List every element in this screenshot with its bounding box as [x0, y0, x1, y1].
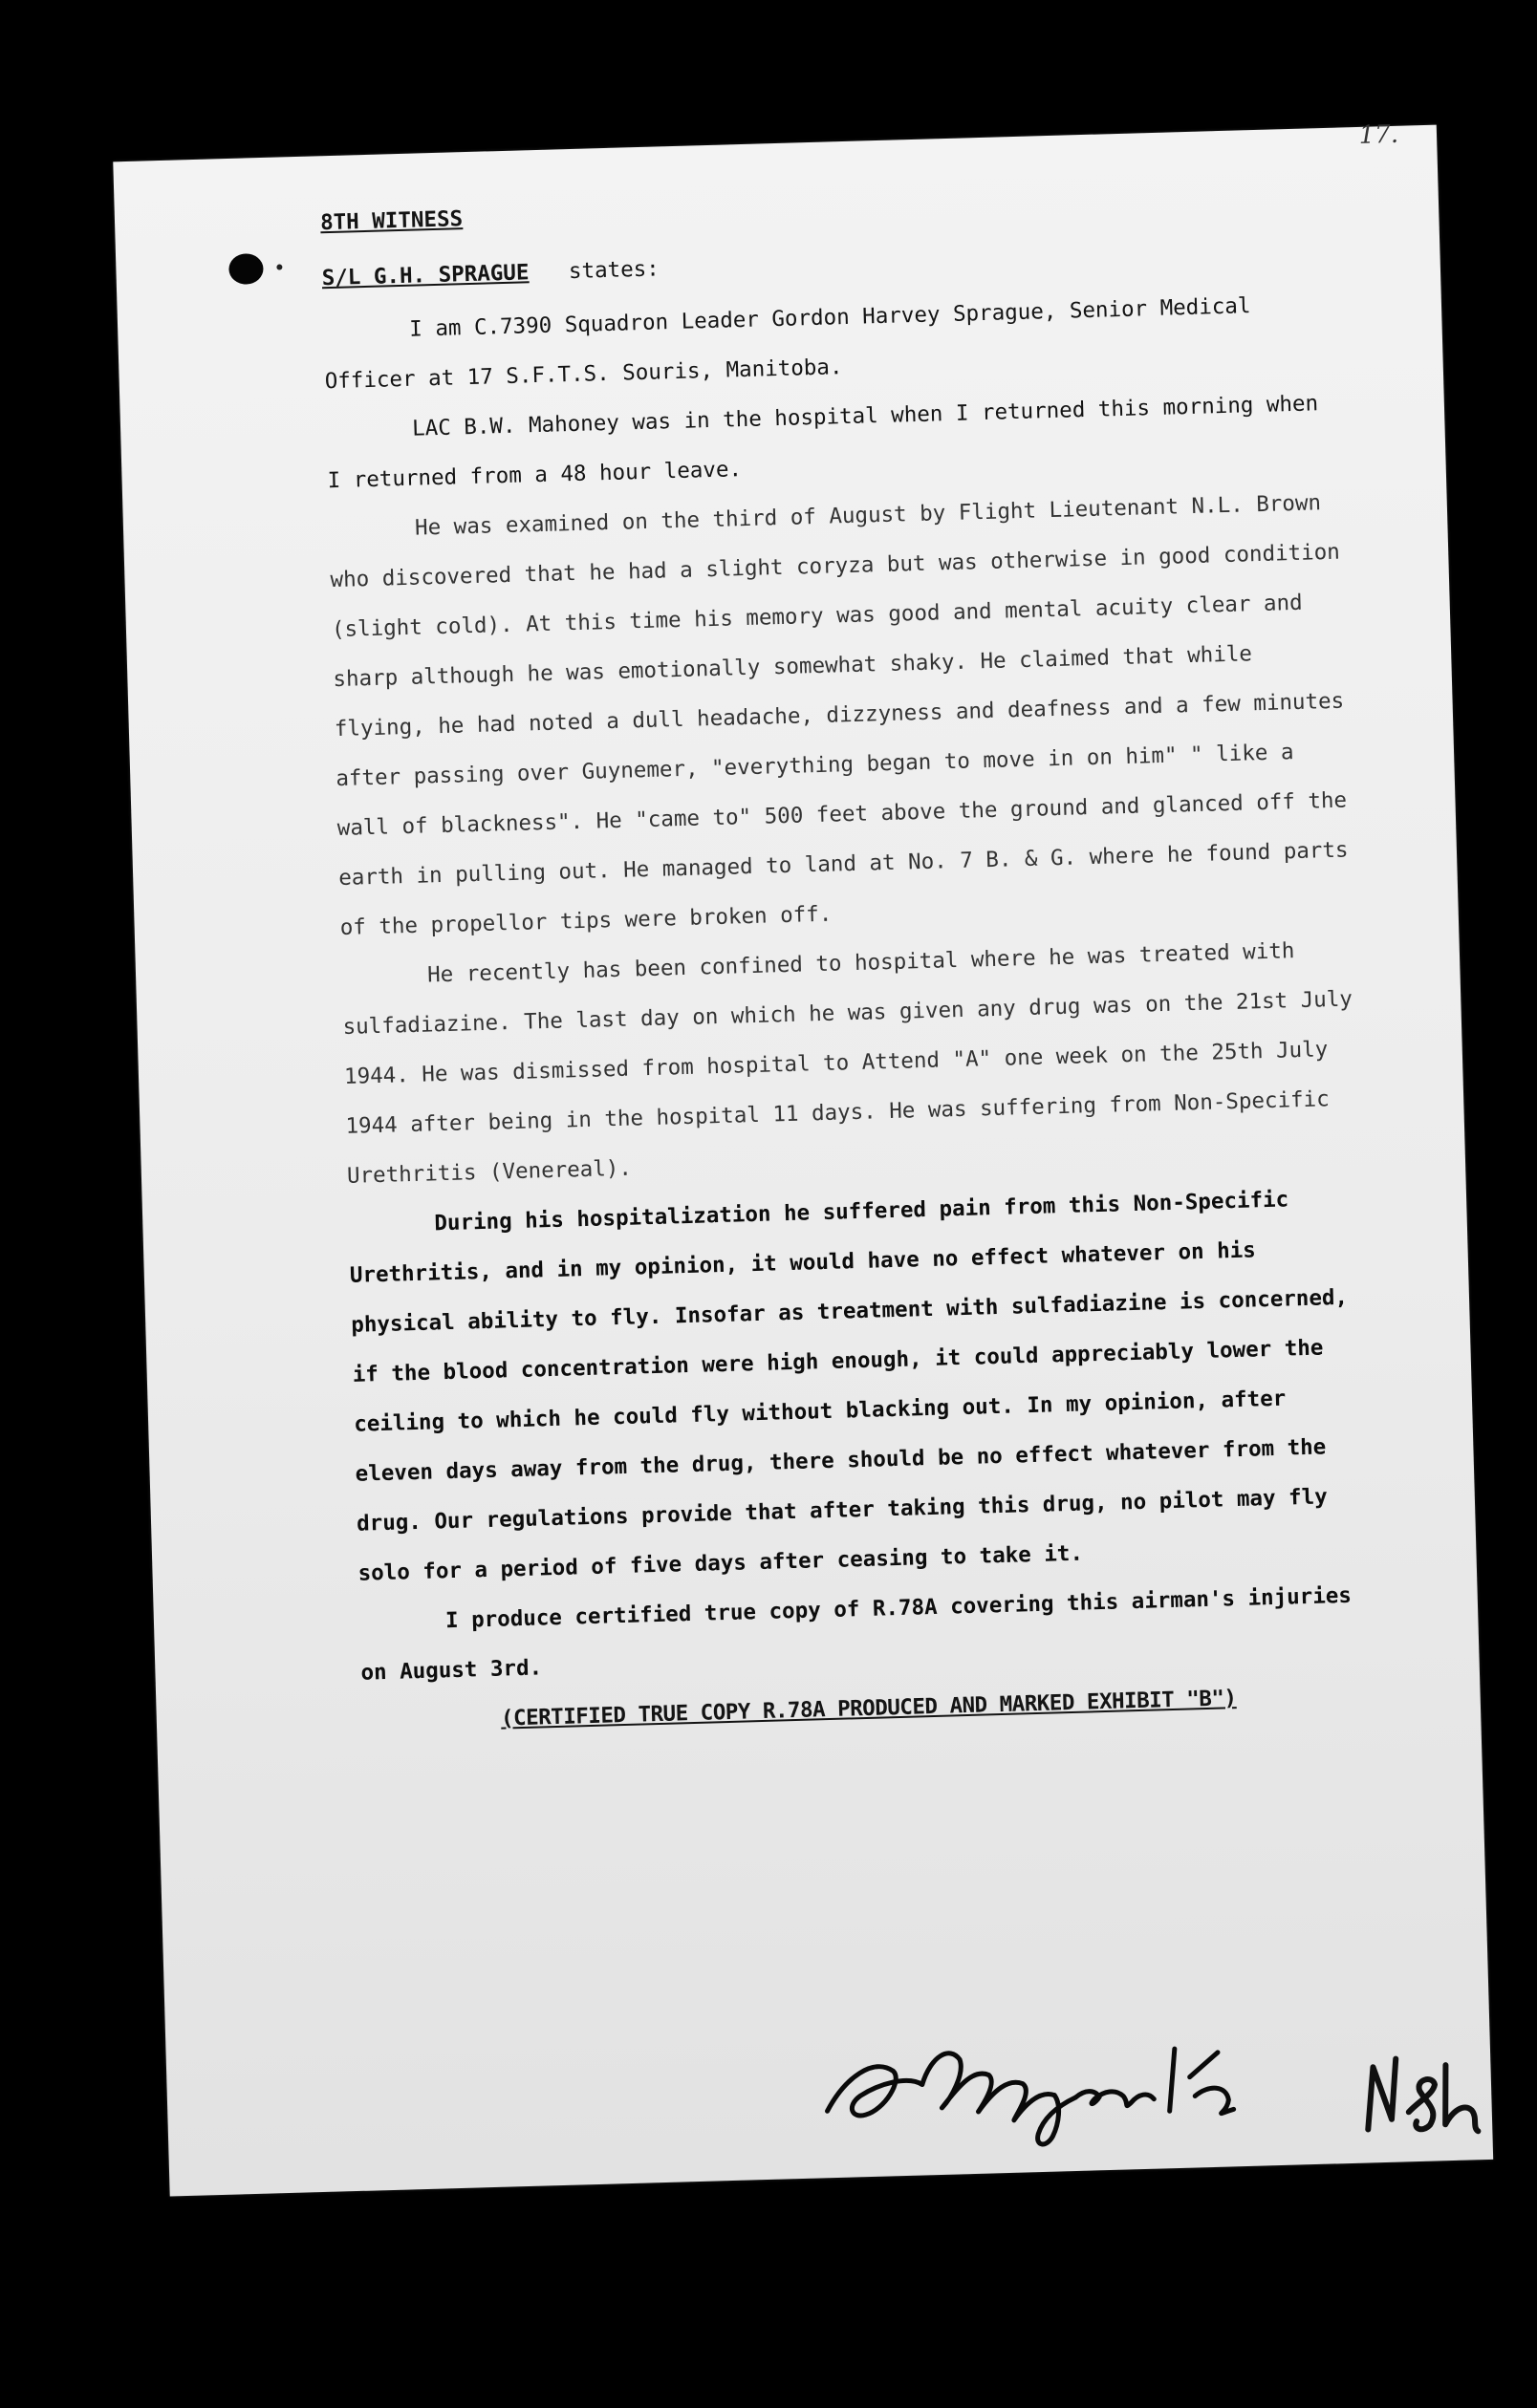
witness-heading: 8TH WITNESS [319, 206, 464, 236]
paragraph-medical-opinion: During his hospitalization he suffered pain from this Non-Specific Urethritis, and in my opinion, it would have no effect whatever on his physical ability to fly. Insofar as treatment with sulfadiazine is concerned, if the blood concentration were high enough, it could appreciably lower the ceiling to which he could fly without blacking out. In my opinion, after eleven days away from the drug, there should be no effect whatever from the drug. Our regulations provide that after taking this drug, no pilot may fly solo for a period of five days after ceasing to take it. [349, 1187, 1349, 1586]
document-body [320, 176, 1376, 1748]
typed-document-page [113, 119, 1493, 2197]
speaker-verb: states: [568, 256, 660, 285]
exhibit-line: (CERTIFIED TRUE COPY R.78A PRODUCED AND MARKED EXHIBIT "B") [500, 1686, 1237, 1731]
handwritten-signature [806, 2008, 1268, 2163]
punch-hole [228, 253, 264, 285]
paragraph-identity: I am C.7390 Squadron Leader Gordon Harvey Sprague, Senior Medical Officer at 17 S.F.T.S. Souris, Manitoba. [324, 293, 1251, 395]
paragraph-treatment-history: He recently has been confined to hospital where he was treated with sulfadiazine. The last day on which he was given any drug was on the 21st July 1944. He was dismissed from hospital to Attend "A" one week on the 25th July 1944 after being in the hospital 11 days. He was suffering from Non-Specific Urethritis (Venereal). [342, 938, 1353, 1189]
page-number-mark: 17. [1358, 119, 1399, 150]
handwritten-initials [1352, 2035, 1488, 2144]
punch-dot [276, 264, 282, 269]
paragraph-exhibit-produced: I produce certified true copy of R.78A covering this airman's injuries on August 3rd. [360, 1582, 1353, 1686]
paragraph-examination: He was examined on the third of August by Flight Lieutenant N.L. Brown who discovered that he had a slight coryza but was otherwise in good condition (slight cold). At this time his memory was good and mental acuity clear and sharp although he was emotionally somewhat shaky. He claimed that while flying, he had noted a dull headache, dizzyness and deafness and a few minutes after passing over Guynemer, "everything began to move in on him" " like a wall of blackness". He "came to" 500 feet above the ground and glanced off the earth in pulling out. He managed to land at No. 7 B. & G. where he found parts of the propellor tips were broken off. [330, 490, 1349, 941]
speaker-name: S/L G.H. SPRAGUE [321, 260, 530, 291]
paragraph-patient-admission: LAC B.W. Mahoney was in the hospital when I returned this morning when I returned from a 48 hour leave. [327, 391, 1319, 494]
